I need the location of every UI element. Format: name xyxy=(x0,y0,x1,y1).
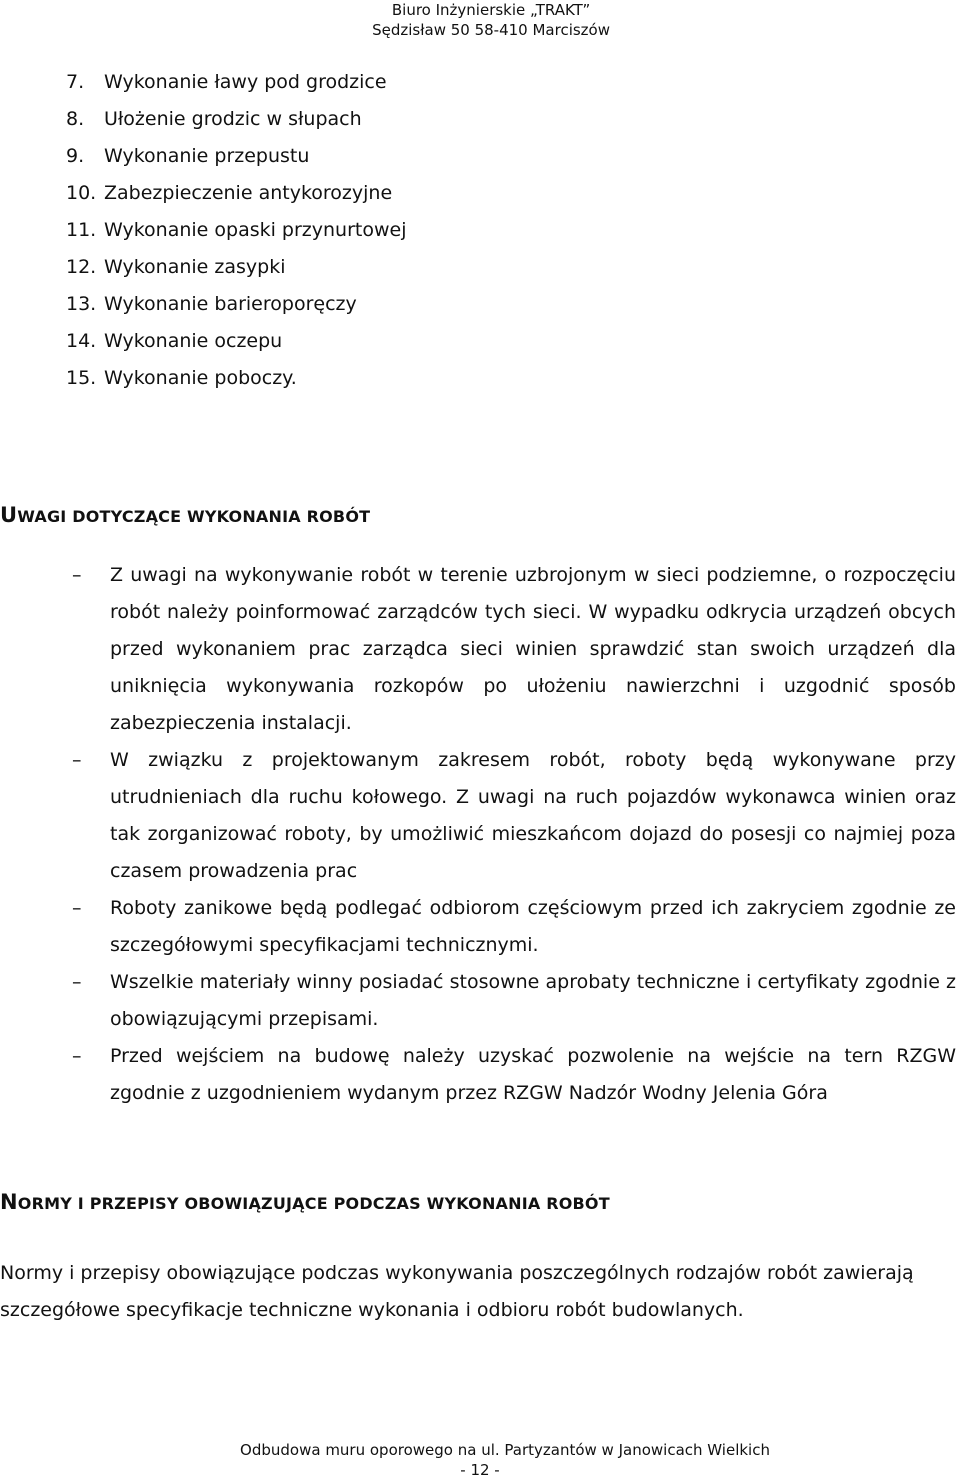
list-item-number: 11. xyxy=(66,219,97,241)
list-item-number: 8. xyxy=(66,108,85,130)
dash-bullet: – xyxy=(72,1045,82,1067)
remarks-list xyxy=(72,557,956,1112)
norms-heading xyxy=(0,1190,610,1214)
list-item-number: 7. xyxy=(66,71,85,93)
list-item-text: Wszelkie materiały winny posiadać stosowne aprobaty techniczne i certyfikaty zgodnie z obowiązującymi przepisami. xyxy=(110,971,956,1030)
list-item xyxy=(66,323,407,360)
list-item xyxy=(66,101,407,138)
list-item xyxy=(66,249,407,286)
remarks-heading-initial: U xyxy=(0,503,18,527)
norms-heading-rest: ORMY I PRZEPISY OBOWIĄZUJĄCE PODCZAS WYKONANIA ROBÓT xyxy=(17,1194,610,1213)
list-item xyxy=(66,138,407,175)
work-list xyxy=(66,64,407,397)
list-item-text: Wykonanie barieroporęczy xyxy=(104,293,357,315)
list-item-text: Wykonanie przepustu xyxy=(104,145,310,167)
header-address: Sędzisław 50 58-410 Marciszów xyxy=(372,21,610,39)
list-item-text: W związku z projektowanym zakresem robót, roboty będą wykonywane przy utrudnieniach dla ruchu kołowego. Z uwagi na ruch pojazdów wykonawca winien oraz tak zorganizować roboty, by umożliwić mieszkańcom dojazd do posesji co najmiej poza czasem prowadzenia prac xyxy=(110,749,956,882)
list-item xyxy=(66,286,407,323)
list-item-text: Wykonanie zasypki xyxy=(104,256,286,278)
list-item-text: Zabezpieczenie antykorozyjne xyxy=(104,182,393,204)
list-item-number: 9. xyxy=(66,145,85,167)
list-item-text: Wykonanie poboczy. xyxy=(104,367,297,389)
header-company-name: Biuro Inżynierskie „TRAKT” xyxy=(391,1,591,19)
list-item xyxy=(72,742,956,890)
list-item-text: Wykonanie opaski przynurtowej xyxy=(104,219,407,241)
list-item xyxy=(72,890,956,964)
list-item-text: Z uwagi na wykonywanie robót w terenie uzbrojonym w sieci podziemne, o rozpoczęciu robót należy poinformować zarządców tych sieci. W wypadku odkrycia urządzeń obcych przed wykonaniem prac zarządca sieci winien sprawdzić stan swoich urządzeń dla uniknięcia wykonywania rozkopów po ułożeniu nawierzchni i uzgodnić sposób zabezpieczenia instalacji. xyxy=(110,564,956,734)
page-number: - 12 - xyxy=(460,1461,500,1479)
norms-paragraph: Normy i przepisy obowiązujące podczas wykonywania poszczególnych rodzajów robót zawierają szczegółowe specyfikacje techniczne wykonania i odbioru robót budowlanych. xyxy=(0,1262,914,1321)
remarks-heading xyxy=(0,503,370,527)
list-item xyxy=(66,212,407,249)
list-item xyxy=(66,360,407,397)
norms-heading-initial: N xyxy=(0,1190,18,1214)
list-item xyxy=(72,557,956,742)
dash-bullet: – xyxy=(72,749,82,771)
remarks-heading-rest: WAGI DOTYCZĄCE WYKONANIA ROBÓT xyxy=(17,507,371,526)
list-item-text: Roboty zanikowe będą podlegać odbiorom częściowym przed ich zakryciem zgodnie ze szczegółowymi specyfikacjami technicznymi. xyxy=(110,897,956,956)
list-item xyxy=(66,64,407,101)
dash-bullet: – xyxy=(72,971,82,993)
list-item-number: 15. xyxy=(66,367,97,389)
list-item-text: Przed wejściem na budowę należy uzyskać pozwolenie na wejście na tern RZGW zgodnie z uzgodnieniem wydanym przez RZGW Nadzór Wodny Jelenia Góra xyxy=(110,1045,956,1104)
list-item xyxy=(66,175,407,212)
list-item-number: 12. xyxy=(66,256,97,278)
list-item-text: Wykonanie oczepu xyxy=(104,330,283,352)
list-item xyxy=(72,1038,956,1112)
dash-bullet: – xyxy=(72,897,82,919)
page-footer xyxy=(0,1440,960,1480)
list-item-number: 10. xyxy=(66,182,97,204)
list-item-text: Ułożenie grodzic w słupach xyxy=(104,108,362,130)
list-item xyxy=(72,964,956,1038)
list-item-text: Wykonanie ławy pod grodzice xyxy=(104,71,387,93)
page-header xyxy=(372,0,610,40)
list-item-number: 13. xyxy=(66,293,97,315)
footer-project-title: Odbudowa muru oporowego na ul. Partyzantów w Janowicach Wielkich xyxy=(240,1441,770,1459)
list-item-number: 14. xyxy=(66,330,97,352)
dash-bullet: – xyxy=(72,564,82,586)
